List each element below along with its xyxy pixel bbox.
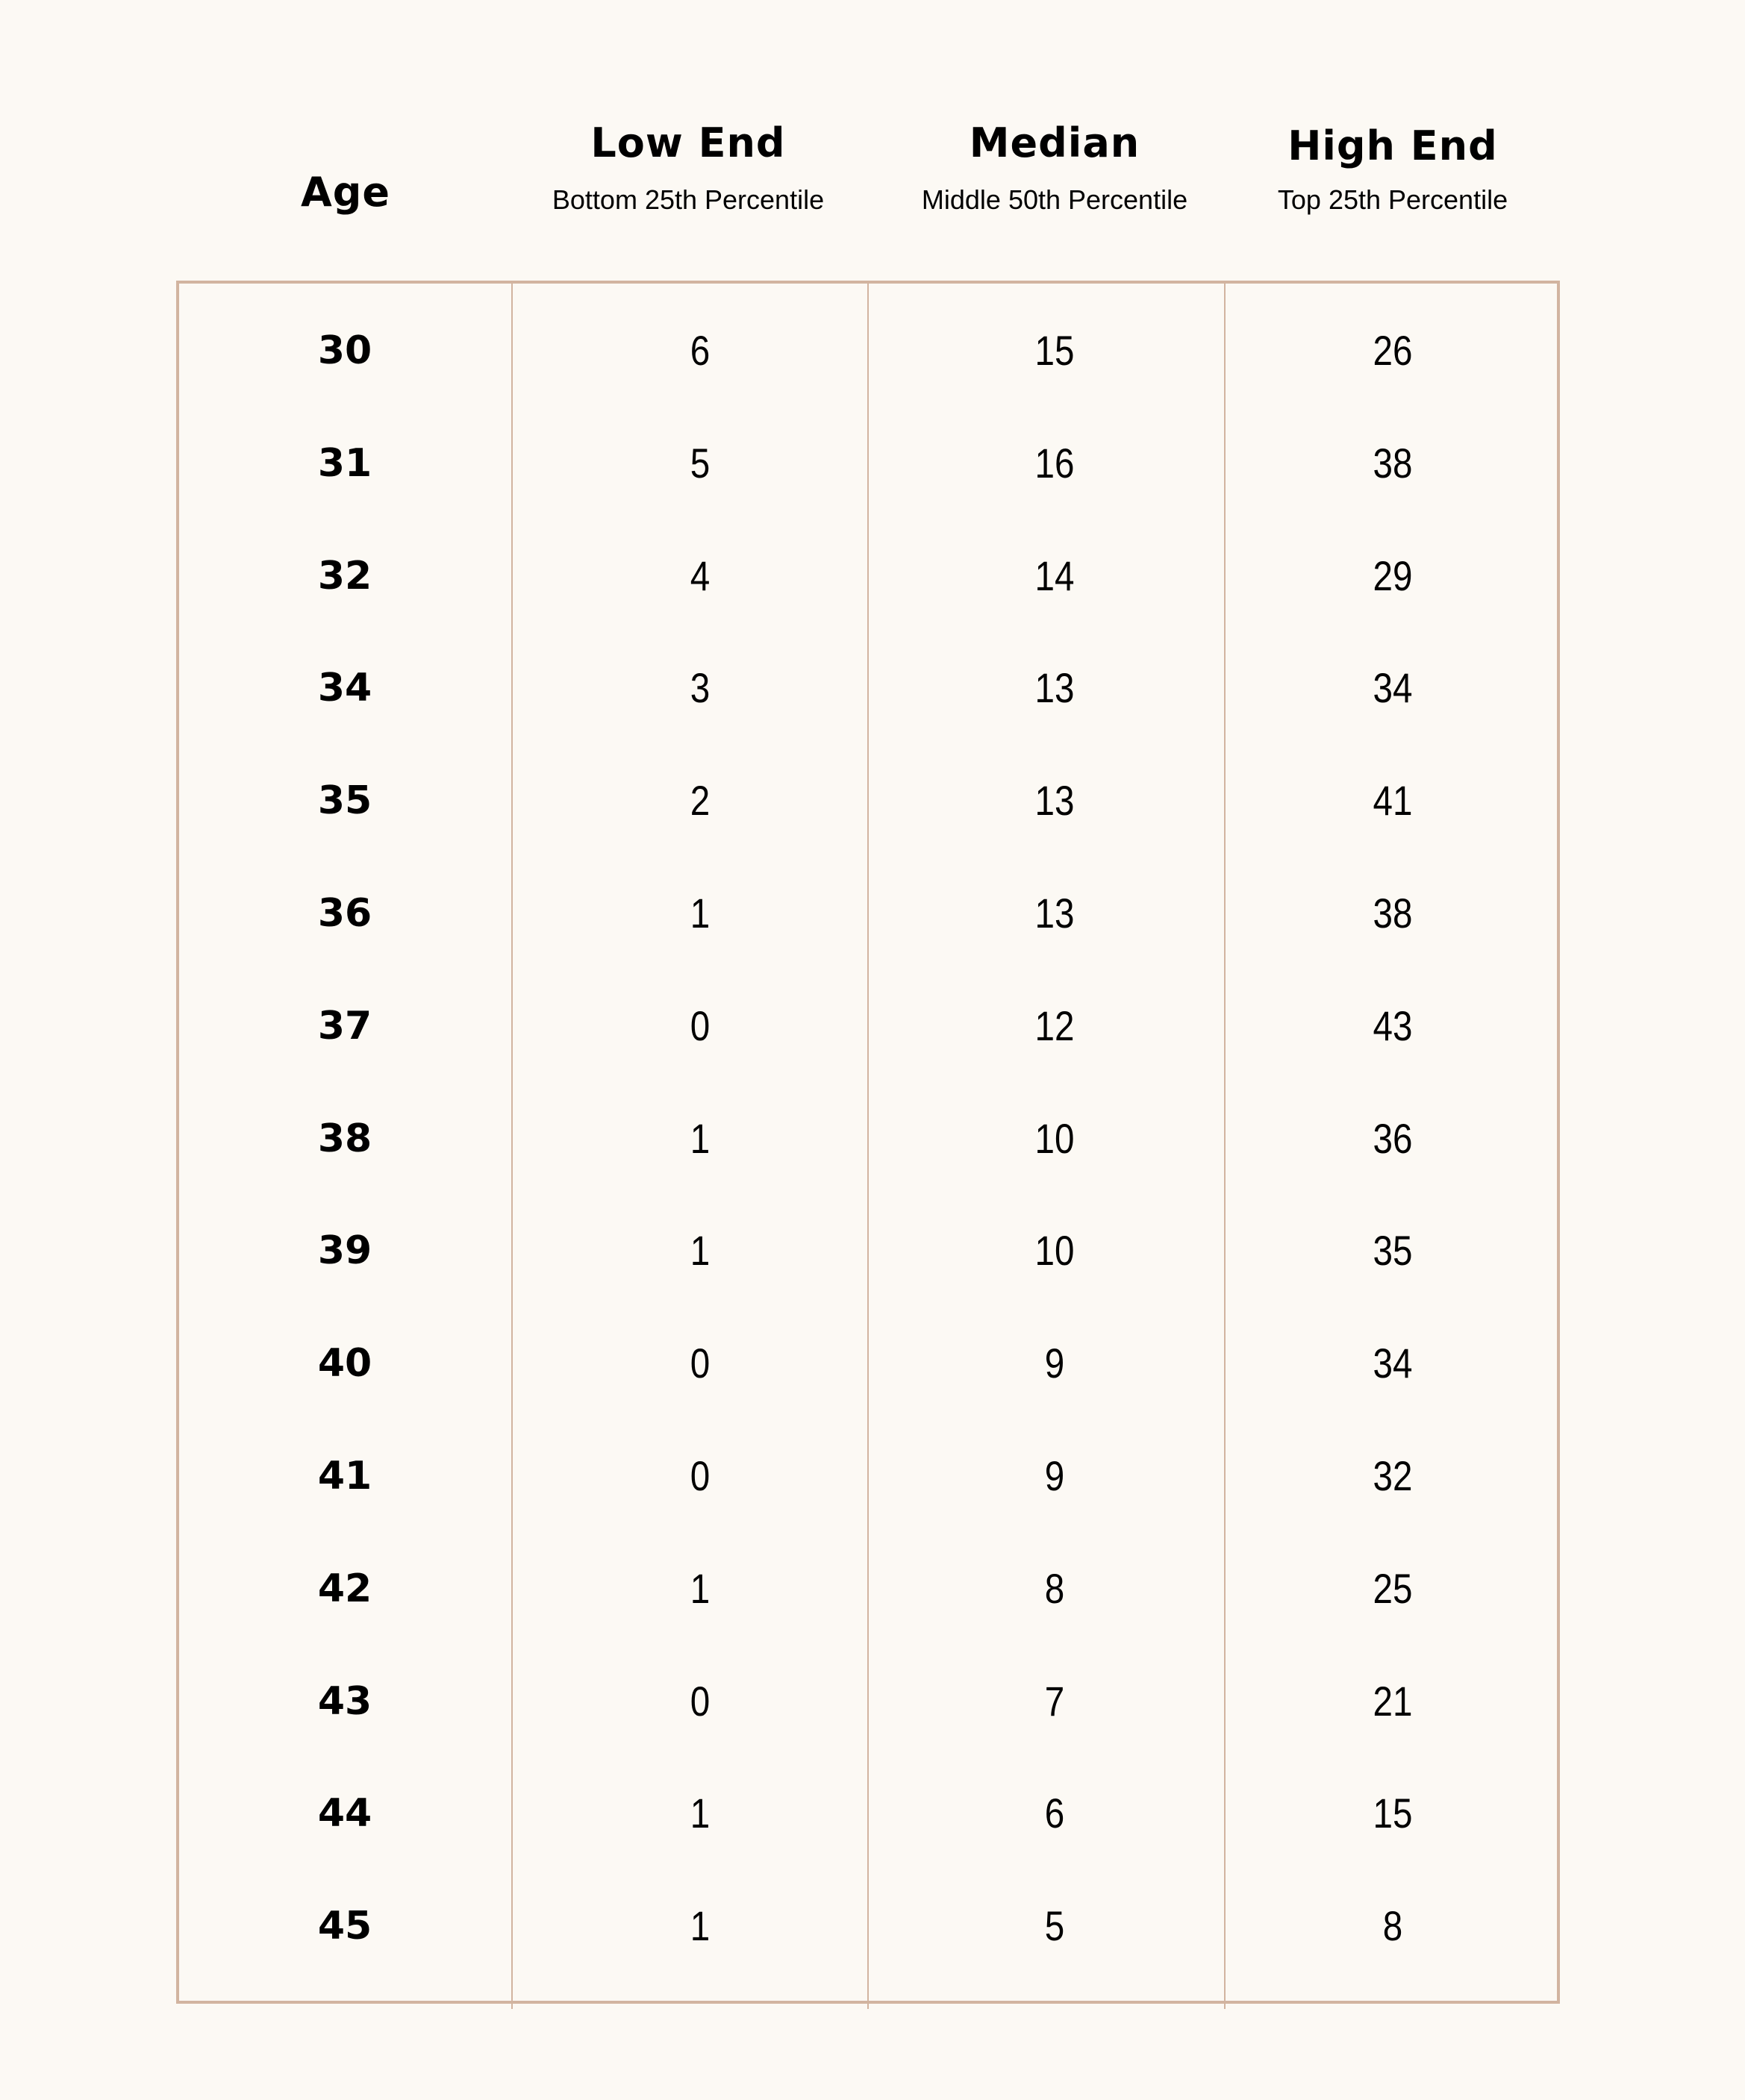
cell-age: 45 (317, 1904, 372, 1949)
cell-high-end: 25 (1373, 1564, 1413, 1612)
cell-high-end: 38 (1373, 890, 1413, 937)
cell-low-end: 1 (690, 1114, 711, 1162)
cell-age: 39 (317, 1228, 372, 1274)
header-median-title: Median (969, 119, 1140, 166)
cell-low-end: 5 (690, 439, 711, 487)
cell-age: 40 (317, 1341, 372, 1387)
table-row (0, 1904, 1745, 1949)
header-median (922, 121, 1187, 215)
table-row (0, 666, 1745, 710)
cell-median: 15 (1034, 327, 1075, 374)
cell-age: 34 (317, 666, 372, 711)
cell-age: 43 (317, 1678, 372, 1724)
table-row (0, 1228, 1745, 1273)
cell-age: 42 (317, 1566, 372, 1611)
cell-low-end: 0 (690, 1677, 711, 1725)
table-row (0, 1566, 1745, 1611)
cell-median: 14 (1034, 551, 1075, 599)
cell-median: 10 (1034, 1227, 1075, 1275)
cell-low-end: 1 (690, 1790, 711, 1837)
header-high-end-title: High End (1287, 122, 1498, 169)
cell-low-end: 0 (690, 1340, 711, 1387)
cell-low-end: 4 (690, 551, 711, 599)
cell-high-end: 21 (1373, 1677, 1413, 1725)
cell-median: 16 (1034, 439, 1075, 487)
header-low-end-title: Low End (590, 119, 786, 166)
table-row (0, 1454, 1745, 1499)
table-row (0, 441, 1745, 486)
cell-low-end: 1 (690, 1227, 711, 1275)
cell-high-end: 29 (1373, 551, 1413, 599)
cell-median: 9 (1044, 1340, 1065, 1387)
cell-age: 36 (317, 891, 372, 936)
cell-age: 31 (317, 440, 372, 486)
header-high-end (1278, 124, 1508, 215)
header-low-end-subtitle: Bottom 25th Percentile (552, 184, 825, 215)
table-row (0, 1791, 1745, 1836)
cell-low-end: 6 (690, 327, 711, 374)
cell-age: 41 (317, 1454, 372, 1499)
cell-high-end: 34 (1373, 1340, 1413, 1387)
cell-age: 32 (317, 553, 372, 599)
header-age (301, 170, 390, 215)
cell-high-end: 15 (1373, 1790, 1413, 1837)
header-median-subtitle: Middle 50th Percentile (921, 184, 1188, 215)
cell-low-end: 1 (690, 1902, 711, 1950)
cell-median: 9 (1044, 1452, 1065, 1499)
cell-median: 12 (1034, 1001, 1075, 1049)
cell-low-end: 3 (690, 664, 711, 712)
cell-high-end: 38 (1373, 439, 1413, 487)
cell-low-end: 1 (690, 1564, 711, 1612)
cell-low-end: 1 (690, 890, 711, 937)
header-high-end-subtitle: Top 25th Percentile (1277, 184, 1508, 215)
cell-high-end: 35 (1373, 1227, 1413, 1275)
cell-high-end: 36 (1373, 1114, 1413, 1162)
table-row (0, 1116, 1745, 1161)
cell-age: 30 (317, 328, 372, 373)
cell-high-end: 43 (1373, 1001, 1413, 1049)
cell-median: 6 (1044, 1790, 1065, 1837)
cell-high-end: 41 (1373, 777, 1413, 825)
header-low-end (552, 121, 824, 215)
cell-age: 44 (317, 1791, 372, 1837)
cell-high-end: 26 (1373, 327, 1413, 374)
header-age-title: Age (300, 169, 391, 216)
table-row (0, 891, 1745, 936)
cell-median: 8 (1044, 1564, 1065, 1612)
cell-age: 38 (317, 1116, 372, 1161)
table-row (0, 1679, 1745, 1724)
cell-median: 13 (1034, 664, 1075, 712)
cell-median: 10 (1034, 1114, 1075, 1162)
cell-median: 7 (1044, 1677, 1065, 1725)
cell-median: 13 (1034, 890, 1075, 937)
cell-low-end: 2 (690, 777, 711, 825)
table-row (0, 328, 1745, 373)
table-row (0, 551, 1745, 599)
cell-median: 13 (1034, 777, 1075, 825)
table-row (0, 1341, 1745, 1386)
cell-high-end: 8 (1382, 1902, 1403, 1950)
table-row (0, 778, 1745, 823)
cell-low-end: 0 (690, 1452, 711, 1499)
cell-median: 5 (1044, 1902, 1065, 1950)
table-row (0, 1001, 1745, 1049)
cell-age: 37 (317, 1003, 372, 1049)
cell-age: 35 (317, 778, 372, 824)
cell-high-end: 34 (1373, 664, 1413, 712)
cell-low-end: 0 (690, 1001, 711, 1049)
cell-high-end: 32 (1373, 1452, 1413, 1499)
